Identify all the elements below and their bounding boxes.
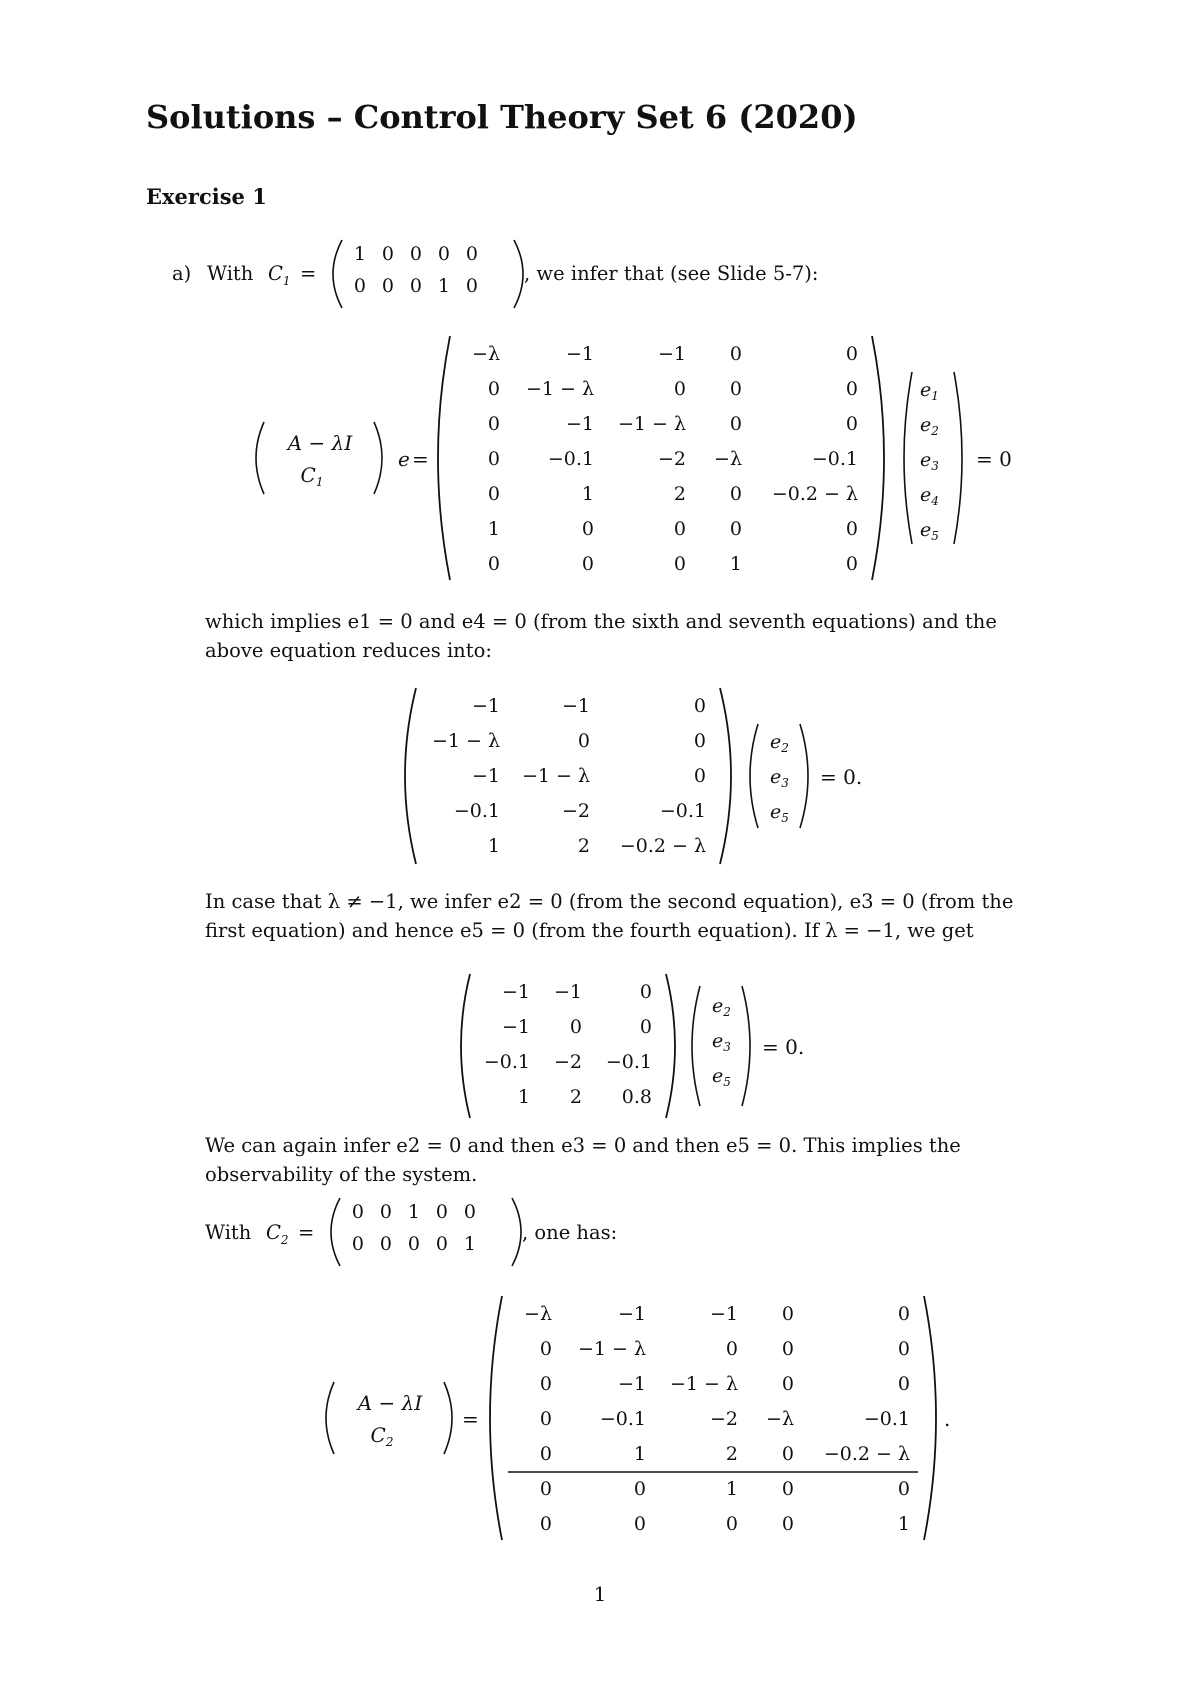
eq1-vector-entry-1: $e_1$ <box>920 379 939 403</box>
c2-trailing-text: , one has: <box>522 1221 618 1244</box>
eq4-lhs-bottom-c: $C_2$ <box>370 1423 394 1449</box>
eq1-cell-r3-c4: 0 <box>729 413 742 435</box>
eq4-trailing-period: . <box>944 1407 951 1431</box>
c1-cell-r2-c4: 1 <box>437 275 450 297</box>
paragraph-1-line-1: which implies e1 = 0 and e4 = 0 (from the sixth and seventh equations) and the <box>205 610 997 633</box>
part-a-label: a) <box>172 262 192 285</box>
eq2-cell-r4-c2: −2 <box>561 800 590 822</box>
eq4-cell-r6-c1: 0 <box>539 1478 552 1500</box>
eq1-cell-r7-c5: 0 <box>845 553 858 575</box>
c2-cell-r2-c5: 1 <box>463 1233 476 1255</box>
eq4-equals: = <box>462 1407 479 1431</box>
c2-cell-r1-c1: 0 <box>351 1201 364 1223</box>
eq2-cell-r5-c1: 1 <box>487 835 500 857</box>
eq1-lhs-top: A − λI <box>287 431 353 455</box>
eq1-cell-r5-c3: 2 <box>673 483 686 505</box>
eq1-cell-r7-c4: 1 <box>729 553 742 575</box>
eq4-cell-r4-c4: −λ <box>766 1408 794 1430</box>
c1-cell-r1-c1: 1 <box>353 243 366 265</box>
eq4-cell-r2-c1: 0 <box>539 1338 552 1360</box>
eq4-cell-r7-c3: 0 <box>725 1513 738 1535</box>
eq1-vector-entry-4: $e_4$ <box>920 484 939 508</box>
page-title: Solutions – Control Theory Set 6 (2020) <box>146 98 858 136</box>
eq2-cell-r3-c3: 0 <box>693 765 706 787</box>
eq4-cell-r5-c3: 2 <box>725 1443 738 1465</box>
eq1-equals: = <box>412 447 429 471</box>
eq2-cell-r5-c2: 2 <box>577 835 590 857</box>
eq1-cell-r3-c3: −1 − λ <box>617 413 686 435</box>
eq1-cell-r3-c1: 0 <box>487 413 500 435</box>
c1-cell-r2-c3: 0 <box>409 275 422 297</box>
eq2-cell-r1-c1: −1 <box>471 695 500 717</box>
eq4-cell-r2-c3: 0 <box>725 1338 738 1360</box>
eq2-cell-r5-c3: −0.2 − λ <box>619 835 706 857</box>
c2-matrix <box>324 1194 524 1270</box>
c1-cell-r1-c4: 0 <box>437 243 450 265</box>
equation-2 <box>394 682 874 872</box>
c1-cell-r2-c2: 0 <box>381 275 394 297</box>
eq1-cell-r4-c4: −λ <box>714 448 742 470</box>
equation-3 <box>452 968 852 1126</box>
eq4-cell-r4-c5: −0.1 <box>863 1408 910 1430</box>
eq4-cell-r6-c5: 0 <box>897 1478 910 1500</box>
eq2-rhs: = 0. <box>820 765 863 789</box>
eq4-cell-r3-c5: 0 <box>897 1373 910 1395</box>
eq4-cell-r2-c5: 0 <box>897 1338 910 1360</box>
eq1-vector-entry-3: $e_3$ <box>920 449 939 473</box>
exercise-heading: Exercise 1 <box>146 184 267 209</box>
eq3-cell-r4-c1: 1 <box>517 1086 530 1108</box>
eq3-vector-entry-3: $e_5$ <box>712 1065 731 1089</box>
paragraph-2-line-2: first equation) and hence e5 = 0 (from the fourth equation). If λ = −1, we get <box>205 919 974 942</box>
eq1-cell-r7-c3: 0 <box>673 553 686 575</box>
eq4-cell-r7-c2: 0 <box>633 1513 646 1535</box>
eq4-cell-r1-c4: 0 <box>781 1303 794 1325</box>
eq1-cell-r2-c4: 0 <box>729 378 742 400</box>
eq1-cell-r5-c5: −0.2 − λ <box>771 483 858 505</box>
eq2-cell-r3-c1: −1 <box>471 765 500 787</box>
eq4-cell-r1-c5: 0 <box>897 1303 910 1325</box>
eq1-cell-r3-c2: −1 <box>565 413 594 435</box>
eq4-cell-r4-c3: −2 <box>709 1408 738 1430</box>
eq1-cell-r1-c1: −λ <box>472 343 500 365</box>
eq4-cell-r2-c2: −1 − λ <box>577 1338 646 1360</box>
eq4-cell-r2-c4: 0 <box>781 1338 794 1360</box>
eq3-cell-r3-c2: −2 <box>553 1051 582 1073</box>
c2-cell-r1-c4: 0 <box>435 1201 448 1223</box>
eq3-cell-r3-c3: −0.1 <box>605 1051 652 1073</box>
eq1-cell-r4-c2: −0.1 <box>547 448 594 470</box>
eq3-cell-r1-c1: −1 <box>501 981 530 1003</box>
eq3-cell-r1-c3: 0 <box>639 981 652 1003</box>
eq1-cell-r7-c1: 0 <box>487 553 500 575</box>
eq4-cell-r3-c3: −1 − λ <box>669 1373 738 1395</box>
eq1-cell-r3-c5: 0 <box>845 413 858 435</box>
c1-cell-r2-c1: 0 <box>353 275 366 297</box>
c2-cell-r1-c2: 0 <box>379 1201 392 1223</box>
eq4-cell-r7-c4: 0 <box>781 1513 794 1535</box>
eq1-cell-r1-c2: −1 <box>565 343 594 365</box>
paragraph-1-line-2: above equation reduces into: <box>205 639 492 662</box>
eq1-cell-r1-c3: −1 <box>657 343 686 365</box>
c1-cell-r1-c3: 0 <box>409 243 422 265</box>
eq2-cell-r1-c3: 0 <box>693 695 706 717</box>
eq1-vector-entry-2: $e_2$ <box>920 414 939 438</box>
with-label: With <box>207 262 254 285</box>
eq1-cell-r4-c5: −0.1 <box>811 448 858 470</box>
eq3-vector-entry-1: $e_2$ <box>712 995 731 1019</box>
eq1-cell-r5-c1: 0 <box>487 483 500 505</box>
eq1-cell-r6-c1: 1 <box>487 518 500 540</box>
eq3-rhs: = 0. <box>762 1035 805 1059</box>
eq3-cell-r4-c2: 2 <box>569 1086 582 1108</box>
eq2-cell-r3-c2: −1 − λ <box>521 765 590 787</box>
eq1-cell-r4-c1: 0 <box>487 448 500 470</box>
eq3-vector-entry-2: $e_3$ <box>712 1030 731 1054</box>
c1-cell-r1-c5: 0 <box>465 243 478 265</box>
paragraph-2-line-1: In case that λ ≠ −1, we infer e2 = 0 (from the second equation), e3 = 0 (from the <box>205 890 1014 913</box>
page-number: 1 <box>593 1582 607 1606</box>
eq2-cell-r2-c2: 0 <box>577 730 590 752</box>
eq1-cell-r2-c3: 0 <box>673 378 686 400</box>
c2-cell-r2-c2: 0 <box>379 1233 392 1255</box>
c2-cell-r2-c4: 0 <box>435 1233 448 1255</box>
eq1-cell-r6-c3: 0 <box>673 518 686 540</box>
paragraph-3-line-1: We can again infer e2 = 0 and then e3 = 0 and then e5 = 0. This implies the <box>205 1134 961 1157</box>
eq4-lhs-block <box>326 1382 479 1454</box>
eq2-vector-entry-1: $e_2$ <box>770 731 789 755</box>
c1-cell-r1-c2: 0 <box>381 243 394 265</box>
equals-sign-c2: = <box>298 1221 315 1244</box>
eq1-rhs: = 0 <box>976 447 1012 471</box>
eq2-cell-r2-c1: −1 − λ <box>431 730 500 752</box>
eq1-lhs-bottom-c: $C_1$ <box>300 463 324 489</box>
eq1-cell-r6-c4: 0 <box>729 518 742 540</box>
eq2-vector-entry-2: $e_3$ <box>770 766 789 790</box>
eq4-cell-r6-c4: 0 <box>781 1478 794 1500</box>
eq4-cell-r6-c2: 0 <box>633 1478 646 1500</box>
eq1-cell-r7-c2: 0 <box>581 553 594 575</box>
eq4-cell-r4-c1: 0 <box>539 1408 552 1430</box>
eq4-cell-r1-c1: −λ <box>524 1303 552 1325</box>
eq1-cell-r1-c4: 0 <box>729 343 742 365</box>
eq1-cell-r2-c1: 0 <box>487 378 500 400</box>
eq2-cell-r4-c1: −0.1 <box>453 800 500 822</box>
eq4-cell-r7-c5: 1 <box>897 1513 910 1535</box>
eq1-cell-r4-c3: −2 <box>657 448 686 470</box>
c1-trailing-text: , we infer that (see Slide 5-7): <box>524 262 819 285</box>
equation-4 <box>320 1290 960 1550</box>
eq2-cell-r1-c2: −1 <box>561 695 590 717</box>
eq3-cell-r2-c1: −1 <box>501 1016 530 1038</box>
eq1-lhs-block <box>256 422 429 494</box>
equals-sign: = <box>300 262 317 285</box>
eq4-cell-r7-c1: 0 <box>539 1513 552 1535</box>
eq4-cell-r5-c4: 0 <box>781 1443 794 1465</box>
eq1-cell-r2-c5: 0 <box>845 378 858 400</box>
c1-cell-r2-c5: 0 <box>465 275 478 297</box>
eq4-cell-r4-c2: −0.1 <box>599 1408 646 1430</box>
c2-cell-r2-c1: 0 <box>351 1233 364 1255</box>
eq4-cell-r3-c1: 0 <box>539 1373 552 1395</box>
eq4-cell-r5-c2: 1 <box>633 1443 646 1465</box>
c2-cell-r2-c3: 0 <box>407 1233 420 1255</box>
eq4-cell-r1-c3: −1 <box>709 1303 738 1325</box>
eq4-cell-r3-c2: −1 <box>617 1373 646 1395</box>
paragraph-3-line-2: observability of the system. <box>205 1163 478 1186</box>
eq3-cell-r4-c3: 0.8 <box>621 1086 652 1108</box>
eq3-cell-r2-c3: 0 <box>639 1016 652 1038</box>
eq1-cell-r6-c5: 0 <box>845 518 858 540</box>
eq1-cell-r6-c2: 0 <box>581 518 594 540</box>
equation-1 <box>250 330 1030 590</box>
eq3-cell-r3-c1: −0.1 <box>483 1051 530 1073</box>
eq2-cell-r2-c3: 0 <box>693 730 706 752</box>
eq1-e: e <box>398 447 410 471</box>
eq4-lhs-top: A − λI <box>357 1391 423 1415</box>
eq4-cell-r5-c1: 0 <box>539 1443 552 1465</box>
eq2-cell-r4-c3: −0.1 <box>659 800 706 822</box>
eq4-cell-r6-c3: 1 <box>725 1478 738 1500</box>
c2-cell-r1-c3: 1 <box>407 1201 420 1223</box>
c2-symbol: $C_2$ <box>266 1221 289 1247</box>
eq1-cell-r1-c5: 0 <box>845 343 858 365</box>
c1-symbol: $C_1$ <box>268 262 291 288</box>
eq2-vector-entry-3: $e_5$ <box>770 801 789 825</box>
c1-matrix <box>326 236 526 312</box>
eq3-cell-r1-c2: −1 <box>553 981 582 1003</box>
eq3-cell-r2-c2: 0 <box>569 1016 582 1038</box>
eq1-cell-r5-c4: 0 <box>729 483 742 505</box>
eq4-cell-r5-c5: −0.2 − λ <box>823 1443 910 1465</box>
eq1-cell-r5-c2: 1 <box>581 483 594 505</box>
eq1-cell-r2-c2: −1 − λ <box>525 378 594 400</box>
c2-cell-r1-c5: 0 <box>463 1201 476 1223</box>
eq1-vector-entry-5: $e_5$ <box>920 519 939 543</box>
eq4-cell-r3-c4: 0 <box>781 1373 794 1395</box>
with-c2-label: With <box>205 1221 252 1244</box>
eq4-cell-r1-c2: −1 <box>617 1303 646 1325</box>
